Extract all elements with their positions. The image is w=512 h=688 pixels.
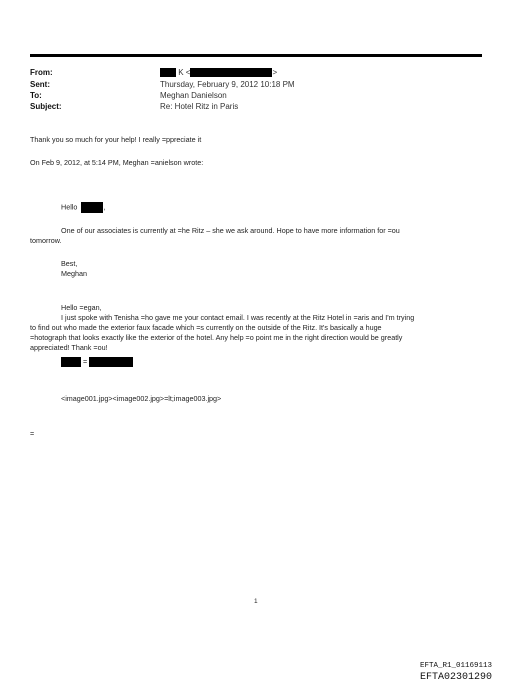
message-line-1: I just spoke with Tenisha =ho gave me your contact email. I was recently at the Ritz Hotel in =aris and I'm trying [61,313,415,322]
trailing-equals: = [30,429,35,438]
closing-best: Best, [61,259,78,268]
redaction-block [81,202,103,213]
to-label: To: [30,91,42,100]
subject-value: Re: Hotel Ritz in Paris [160,102,239,111]
greeting-1: Hello , [61,202,106,212]
bates-code-2: EFTA02301290 [419,672,492,683]
from-end: > [272,68,278,77]
signature-redacted: = [61,357,133,367]
redaction-block [61,357,81,367]
bates-code-1: EFTA_R1_01169113 [419,662,492,670]
from-label: From: [30,68,53,77]
associate-line-2: tomorrow. [30,236,62,245]
quote-header: On Feb 9, 2012, at 5:14 PM, Meghan =anielson wrote: [30,158,204,167]
redaction-block [89,357,133,367]
header-rule [30,54,482,57]
image-attachments: <image001.jpg><image002.jpg>=lt;image003.jpg> [61,394,222,403]
redaction-block [160,68,176,77]
closing-name: Meghan [61,269,87,278]
to-value: Meghan Danielson [160,91,227,100]
redaction-block [190,68,272,77]
message-line-3: =hotograph that looks exactly like the exterior of the hotel. Any help =o point me in the right direction would be greatly [30,333,403,342]
from-mid: K < [178,68,191,77]
sent-value: Thursday, February 9, 2012 10:18 PM [160,80,295,89]
from-value [160,68,277,77]
message-line-4: appreciated! Thank =ou! [30,343,108,352]
message-line-2: to find out who made the exterior faux facade which =s currently on the outside of the Ritz. It's basically a huge [30,323,382,332]
associate-line-1: One of our associates is currently at =he Ritz – she we ask around. Hope to have more information for =ou [61,226,400,235]
subject-label: Subject: [30,102,62,111]
reply-line: Thank you so much for your help! I really =ppreciate it [30,135,202,144]
sent-label: Sent: [30,80,50,89]
page-number: 1 [254,598,258,605]
greeting-2: Hello =egan, [61,303,102,312]
